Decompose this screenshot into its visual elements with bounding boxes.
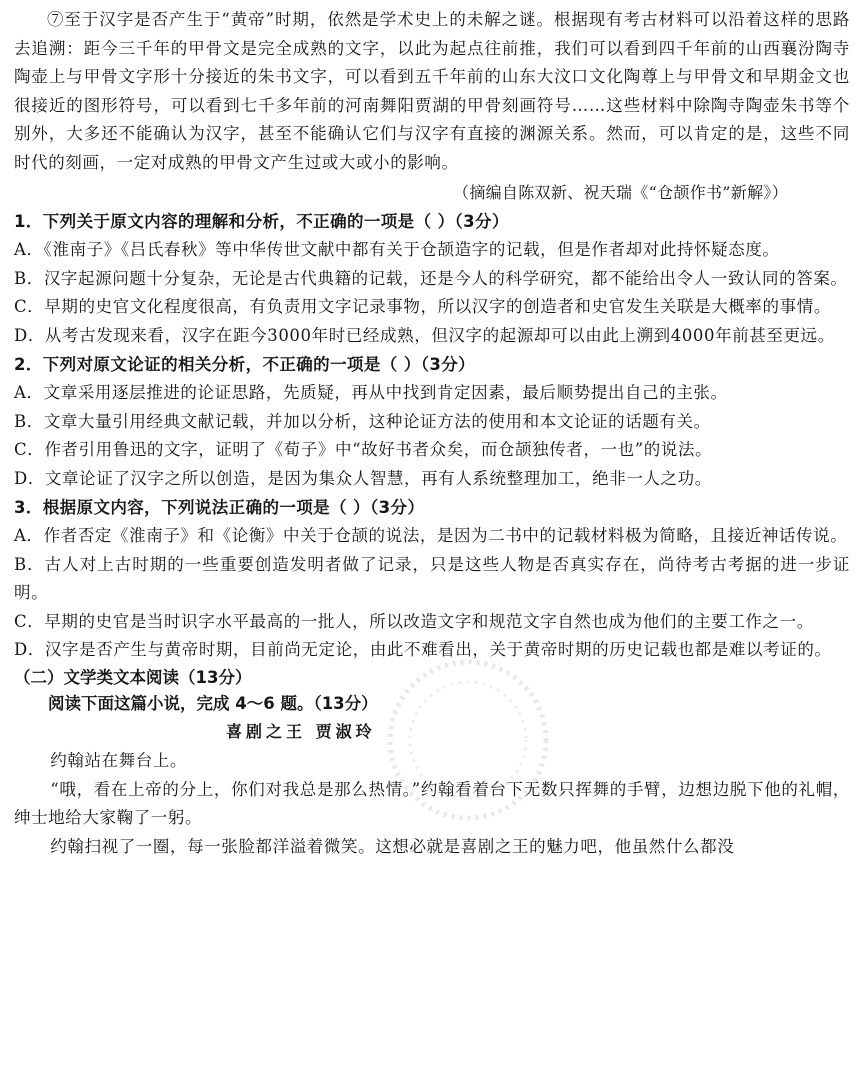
- story-paragraph-1: 约翰站在舞台上。: [50, 751, 188, 771]
- question-1-option-c: C．早期的史官文化程度很高，有负责用文字记录事物，所以汉字的创造者和史官发生关联是大概率的事情。: [14, 297, 831, 317]
- section-instruction: 阅读下面这篇小说，完成 4～6 题。（13分）: [48, 694, 378, 714]
- question-3: [14, 494, 850, 666]
- passage-source: （摘编自陈双新、祝天瑞《“仓颉作书”新解》）: [453, 182, 788, 202]
- question-2-option-c: C．作者引用鲁迅的文字，证明了《荀子》中“故好书者众矣，而仓颉独传者，一也”的说法。: [14, 440, 713, 460]
- question-1-option-d: D．从考古发现来看，汉字在距今3000年时已经成熟，但汉字的起源却可以由此上溯到4000年前甚至更远。: [14, 325, 835, 345]
- literary-section: [14, 665, 850, 861]
- question-3-option-b: B．古人对上古时期的一些重要创造发明者做了记录，只是这些人物是否真实存在，尚待考古考据的进一步证明。: [14, 554, 850, 603]
- question-3-option-d: D．汉字是否产生与黄帝时期，目前尚无定论，由此不难看出，关于黄帝时期的历史记载也都是难以考证的。: [14, 640, 832, 660]
- question-1: [14, 208, 850, 351]
- question-2-option-d: D．文章论证了汉字之所以创造，是因为集众人智慧，再有人系统整理加工，绝非一人之功。: [14, 468, 712, 488]
- question-3-option-a: A．作者否定《淮南子》和《论衡》中关于仓颉的说法，是因为二书中的记载材料极为简略，且接近神话传说。: [14, 526, 848, 546]
- question-2-option-b: B．文章大量引用经典文献记载，并加以分析，这种论证方法的使用和本文论证的话题有关。: [14, 411, 711, 431]
- story-paragraph-3: 约翰扫视了一圈，每一张脸都洋溢着微笑。这想必就是喜剧之王的魅力吧，他虽然什么都没: [50, 836, 735, 856]
- exam-page: [14, 6, 850, 861]
- question-3-title: 3．根据原文内容，下列说法正确的一项是（ ）（3分）: [14, 497, 425, 517]
- question-2: [14, 351, 850, 494]
- question-2-title: 2．下列对原文论证的相关分析，不正确的一项是（ ）（3分）: [14, 354, 476, 374]
- question-1-title: 1．下列关于原文内容的理解和分析，不正确的一项是（ ）（3分）: [14, 211, 509, 231]
- passage-paragraph-7: ⑦至于汉字是否产生于“黄帝”时期，依然是学术史上的未解之谜。根据现有考古材料可以沿着这样的思路去追溯：距今三千年的甲骨文是完全成熟的文字，以此为起点往前推，我们可以看到四千年前的山西襄汾陶寺陶壶上与甲骨文字形十分接近的朱书文字，可以看到五千年前的山东大汶口文化陶尊上与甲骨文和早期金文也很接近的图形符号，可以看到七千多年前的河南舞阳贾湖的甲骨刻画符号……这些材料中除陶寺陶壶朱书等个别外，大多还不能确认为汉字，甚至不能确认它们与汉字有直接的渊源关系。然而，可以肯定的是，这些不同时代的刻画，一定对成熟的甲骨文产生过或大或小的影响。: [14, 10, 850, 172]
- story-title: 喜剧之王 贾淑玲: [226, 722, 376, 742]
- question-1-option-b: B．汉字起源问题十分复杂，无论是古代典籍的记载，还是今人的科学研究，都不能给出令人一致认同的答案。: [14, 268, 848, 288]
- question-1-option-a: A．《淮南子》《吕氏春秋》等中华传世文献中都有关于仓颉造字的记载，但是作者却对此持怀疑态度。: [14, 240, 780, 260]
- question-3-option-c: C．早期的史官是当时识字水平最高的一批人，所以改造文字和规范文字自然也成为他们的主要工作之一。: [14, 611, 814, 631]
- question-2-option-a: A．文章采用逐层推进的论证思路，先质疑，再从中找到肯定因素，最后顺势提出自己的主张。: [14, 383, 728, 403]
- section-heading: （二）文学类文本阅读（13分）: [14, 668, 252, 688]
- story-paragraph-2: “哦，看在上帝的分上，你们对我总是那么热情。”约翰看着台下无数只挥舞的手臂，边想边脱下他的礼帽，绅士地给大家鞠了一躬。: [14, 779, 850, 828]
